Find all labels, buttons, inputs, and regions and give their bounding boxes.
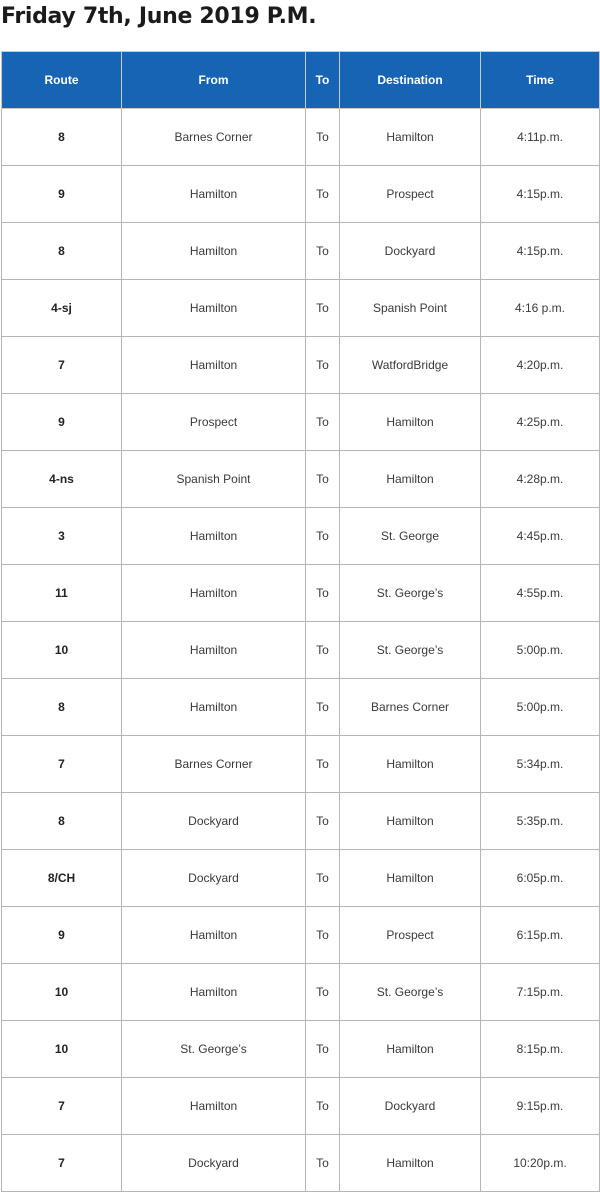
cell-to: To [306, 907, 340, 964]
table-row [2, 451, 600, 508]
cell-time: 7:15p.m. [481, 964, 600, 1021]
cell-time: 4:45p.m. [481, 508, 600, 565]
cell-route: 7 [2, 1135, 122, 1192]
table-row [2, 280, 600, 337]
cell-route: 10 [2, 1021, 122, 1078]
cell-destination: Barnes Corner [340, 679, 481, 736]
cell-from: St. George’s [122, 1021, 306, 1078]
cell-to: To [306, 1078, 340, 1135]
cell-route: 8 [2, 109, 122, 166]
cell-from: Hamilton [122, 223, 306, 280]
table-row [2, 622, 600, 679]
cell-destination: St. George [340, 508, 481, 565]
cell-to: To [306, 850, 340, 907]
table-row [2, 964, 600, 1021]
cell-destination: Hamilton [340, 850, 481, 907]
cell-time: 4:55p.m. [481, 565, 600, 622]
cell-time: 5:00p.m. [481, 679, 600, 736]
cell-from: Hamilton [122, 166, 306, 223]
table-row [2, 850, 600, 907]
cell-from: Hamilton [122, 907, 306, 964]
cell-route: 3 [2, 508, 122, 565]
table-row [2, 793, 600, 850]
cell-time: 10:20p.m. [481, 1135, 600, 1192]
cell-route: 11 [2, 565, 122, 622]
cell-destination: WatfordBridge [340, 337, 481, 394]
cell-from: Dockyard [122, 793, 306, 850]
cell-route: 9 [2, 166, 122, 223]
table-row [2, 337, 600, 394]
cell-to: To [306, 565, 340, 622]
cell-time: 9:15p.m. [481, 1078, 600, 1135]
cell-time: 4:25p.m. [481, 394, 600, 451]
cell-from: Hamilton [122, 565, 306, 622]
cell-destination: Spanish Point [340, 280, 481, 337]
cell-to: To [306, 679, 340, 736]
table-row [2, 394, 600, 451]
cell-from: Hamilton [122, 964, 306, 1021]
cell-time: 4:11p.m. [481, 109, 600, 166]
cell-route: 9 [2, 394, 122, 451]
cell-destination: St. George’s [340, 565, 481, 622]
table-row [2, 1078, 600, 1135]
cell-destination: St. George’s [340, 622, 481, 679]
table-row [2, 736, 600, 793]
cell-route: 7 [2, 736, 122, 793]
cell-from: Hamilton [122, 337, 306, 394]
cell-route: 8 [2, 793, 122, 850]
cell-route: 10 [2, 622, 122, 679]
cell-route: 4-ns [2, 451, 122, 508]
cell-to: To [306, 166, 340, 223]
cell-destination: Hamilton [340, 736, 481, 793]
table-row [2, 565, 600, 622]
cell-destination: Hamilton [340, 394, 481, 451]
cell-from: Prospect [122, 394, 306, 451]
header-time: Time [481, 52, 600, 109]
table-row [2, 1021, 600, 1078]
cell-time: 4:20p.m. [481, 337, 600, 394]
header-row [2, 52, 600, 109]
cell-to: To [306, 508, 340, 565]
cell-from: Hamilton [122, 280, 306, 337]
cell-to: To [306, 337, 340, 394]
cell-to: To [306, 793, 340, 850]
header-destination: Destination [340, 52, 481, 109]
cell-to: To [306, 1135, 340, 1192]
header-to: To [306, 52, 340, 109]
table-row [2, 679, 600, 736]
cell-from: Hamilton [122, 508, 306, 565]
cell-destination: Prospect [340, 907, 481, 964]
bus-schedule-table [1, 51, 600, 1192]
cell-time: 5:34p.m. [481, 736, 600, 793]
cell-from: Barnes Corner [122, 736, 306, 793]
cell-destination: Dockyard [340, 1078, 481, 1135]
cell-destination: Hamilton [340, 451, 481, 508]
cell-time: 4:28p.m. [481, 451, 600, 508]
cell-from: Hamilton [122, 622, 306, 679]
cell-destination: Dockyard [340, 223, 481, 280]
cell-route: 10 [2, 964, 122, 1021]
cell-from: Hamilton [122, 679, 306, 736]
cell-destination: Hamilton [340, 109, 481, 166]
table-row [2, 1135, 600, 1192]
cell-route: 4-sj [2, 280, 122, 337]
cell-route: 7 [2, 337, 122, 394]
cell-to: To [306, 964, 340, 1021]
cell-from: Spanish Point [122, 451, 306, 508]
table-row [2, 109, 600, 166]
cell-destination: St. George’s [340, 964, 481, 1021]
header-route: Route [2, 52, 122, 109]
cell-to: To [306, 451, 340, 508]
cell-route: 8 [2, 223, 122, 280]
cell-destination: Prospect [340, 166, 481, 223]
cell-time: 6:15p.m. [481, 907, 600, 964]
table-header [2, 52, 600, 109]
cell-from: Dockyard [122, 1135, 306, 1192]
cell-to: To [306, 109, 340, 166]
cell-route: 7 [2, 1078, 122, 1135]
cell-time: 4:15p.m. [481, 166, 600, 223]
cell-to: To [306, 1021, 340, 1078]
cell-time: 5:35p.m. [481, 793, 600, 850]
cell-to: To [306, 394, 340, 451]
cell-time: 4:16 p.m. [481, 280, 600, 337]
cell-time: 4:15p.m. [481, 223, 600, 280]
cell-route: 8 [2, 679, 122, 736]
cell-to: To [306, 280, 340, 337]
page-title: Friday 7th, June 2019 P.M. [1, 4, 317, 29]
table-row [2, 166, 600, 223]
cell-time: 6:05p.m. [481, 850, 600, 907]
table-row [2, 907, 600, 964]
cell-from: Barnes Corner [122, 109, 306, 166]
table-row [2, 223, 600, 280]
cell-time: 8:15p.m. [481, 1021, 600, 1078]
header-from: From [122, 52, 306, 109]
cell-route: 8/CH [2, 850, 122, 907]
cell-route: 9 [2, 907, 122, 964]
cell-to: To [306, 622, 340, 679]
cell-destination: Hamilton [340, 1135, 481, 1192]
cell-to: To [306, 223, 340, 280]
cell-from: Dockyard [122, 850, 306, 907]
cell-destination: Hamilton [340, 1021, 481, 1078]
cell-time: 5:00p.m. [481, 622, 600, 679]
cell-from: Hamilton [122, 1078, 306, 1135]
cell-to: To [306, 736, 340, 793]
cell-destination: Hamilton [340, 793, 481, 850]
table-body [2, 109, 600, 1192]
table-row [2, 508, 600, 565]
